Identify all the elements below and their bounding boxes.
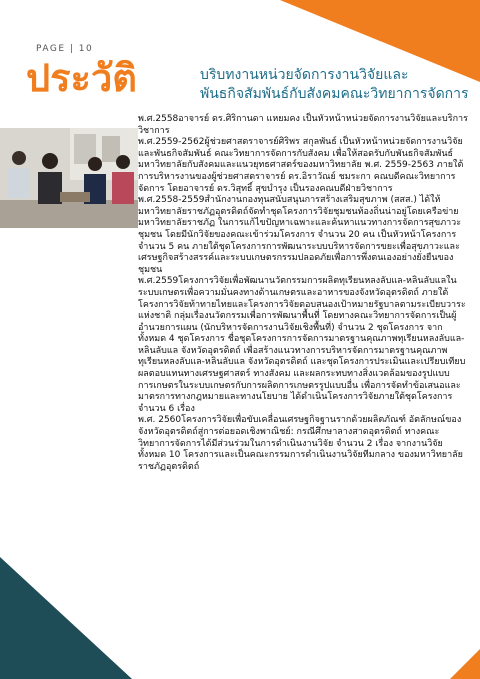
history-paragraph-2558: พ.ศ.2558อาจารย์ ดร.ศิริกานดา แหยมคง เป็นหัวหน้าหน่วยจัดการงานวิจัยและบริการวิชาการ bbox=[138, 114, 468, 136]
history-paragraph-2559: พ.ศ.2559โครงการวิจัยเพื่อพัฒนานวัตกรรมการผลิตทุเรียนหลงลับแล-หลินลับแลในระบบเกษตรเพื่อความมั่นคงทางด้านเกษตรและอาหารของจังหวัดอุตรดิตถ์ ภายใต้โครงการวิจัยท้าทายไทยและโครงการวิจัยตอบสนองเป้าหมายรัฐบาลตามระเบียบวาระแห่งชาติ กลุ่มเรื่องนวัตกรรมเพื่อการพัฒนาพื้นที่ โดยทางคณะวิทยาการจัดการเป็นผู้อำนวยการแผน (นักบริหารจัดการงานวิจัยเชิงพื้นที่) จำนวน 2 ชุดโครงการ จากทั้งหมด 4 ชุดโครงการ ชื่อชุดโครงการการจัดการมาตรฐานคุณภาพทุเรียนหลงลับแล-หลินลับแล จังหวัดอุตรดิตถ์ เพื่อสร้างแนวทางการบริหารจัดการมาตรฐานคุณภาพทุเรียนหลงลับแล-หลินลับแล จังหวัดอุตรดิตถ์ และชุดโครงการประเมินและเปรียบเทียบผลตอบแทนทางเศรษฐศาสตร์ ทางสังคม และผลกระทบทางสิ่งแวดล้อมของรูปแบบการเกษตรในระบบเกษตรกับการผลิตการเกษตรรูปแบบอื่น เพื่อการจัดทำข้อเสนอและมาตรการทางกฎหมายและทางนโยบาย ได้ดำเนินโครงการวิจัยภายใต้ชุดโครงการ จำนวน 6 เรื่อง bbox=[138, 276, 466, 414]
page-number-label: PAGE | 10 bbox=[36, 44, 94, 54]
page-title: ประวัติ bbox=[26, 56, 137, 100]
page-subtitle bbox=[200, 66, 475, 104]
subtitle-line-1: บริบทงานหน่วยจัดการงานวิจัยและ bbox=[200, 67, 409, 83]
teal-corner-decoration bbox=[0, 557, 132, 679]
orange-small-corner-decoration bbox=[450, 649, 480, 679]
meeting-photo bbox=[0, 128, 138, 228]
history-body bbox=[138, 114, 468, 473]
history-paragraph-2558-2559: พ.ศ.2558-2559สำนักงานกองทุนสนับสนุนการสร้างเสริมสุขภาพ (สสส.) ได้ให้มหาวิทยาลัยราชภัฏอุตรดิตถ์จัดทำชุดโครงการวิจัยชุมชนท้องถิ่นน่าอยู่โดยเครือข่ายมหาวิทยาลัยราชภัฏ ในการแก้ไขปัญหาเฉพาะและค้นหาแนวทางการจัดการสุขภาวะชุมชน โดยมีนักวิจัยของคณะเข้าร่วมโครงการ จำนวน 20 คน เป็นหัวหน้าโครงการจำนวน 5 คน ภายใต้ชุดโครงการการพัฒนาระบบบริหารจัดการขยะเพื่อสุขภาวะและเศรษฐกิจสร้างสรรค์และระบบเกษตรกรรมปลอดภัยเพื่อการพึ่งตนเองอย่างยั่งยืนของชุมชน bbox=[138, 195, 462, 275]
history-paragraph-2559-2562: พ.ศ.2559-2562ผู้ช่วยศาสตราจารย์ศิริพร สกุลพันธ์ เป็นหัวหน้าหน่วยจัดการงานวิจัยและพันธกิจสัมพันธ์ คณะวิทยาการจัดการกับสังคม เพื่อให้สอดรับกับพันธกิจสัมพันธ์มหาวิทยาลัยกับสังคมและแนวยุทธศาสตร์ของมหาวิทยาลัย พ.ศ. 2559-2563 ภายใต้การบริหารงานของผู้ช่วยศาสตราจารย์ ดร.อิราวัณย์ ชมระกา คณบดีคณะวิทยาการจัดการ โดยอาจารย์ ดร.วิสุทธิ์ สุขบำรุง เป็นรองคณบดีฝ่ายวิชาการ bbox=[138, 137, 464, 194]
history-paragraph-2560: พ.ศ. 2560โครงการวิจัยเพื่อขับเคลื่อนเศรษฐกิจฐานรากด้วยผลิตภัณฑ์ อัตลักษณ์ของจังหวัดอุตรดิตถ์สู่การต่อยอดเชิงพาณิชย์: กรณีศึกษาลางสาดอุตรดิตถ์ ทางคณะวิทยาการจัดการได้มีส่วนร่วมในการดำเนินงานวิจัย จำนวน 2 เรื่อง จากงานวิจัยทั้งหมด 10 โครงการและเป็นคณะกรรมการดำเนินงานวิจัยทีมกลาง ของมหาวิทยาลัยราชภัฏอุตรดิตถ์ bbox=[138, 415, 463, 472]
subtitle-line-2: พันธกิจสัมพันธ์กับสังคมคณะวิทยาการจัดการ bbox=[200, 86, 469, 102]
